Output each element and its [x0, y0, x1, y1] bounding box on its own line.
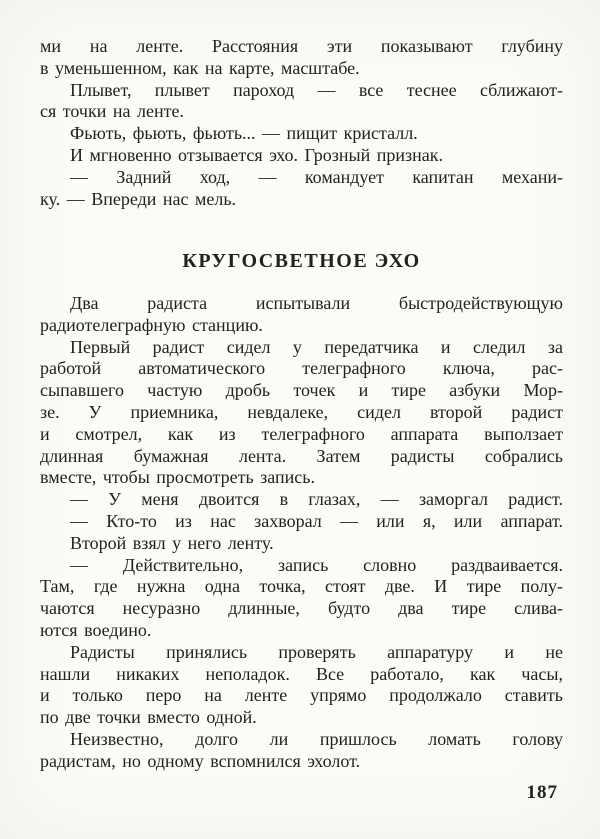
chapter-heading: КРУГОСВЕТНОЕ ЭХО [182, 250, 421, 272]
pre-heading-text-block [40, 36, 563, 210]
page-number: 187 [526, 782, 558, 803]
text-line: радиотелеграфную станцию. [40, 314, 263, 335]
text-line: Неизвестно, долго ли пришлось ломать голову [70, 728, 563, 749]
text-line: Первый радист сидел у передатчика и следил за [70, 336, 563, 357]
text-line: — Задний ход, — командует капитан механи- [70, 166, 563, 187]
text-line: — У меня двоится в глазах, — заморгал радист. [70, 489, 563, 510]
chapter-text-block [40, 293, 563, 773]
text-line: в уменьшенном, как на карте, масштабе. [40, 57, 360, 78]
text-line: Плывет, плывет пароход — все теснее сближают- [70, 79, 563, 100]
text-line: и только перо на ленте упрямо продолжало ставить [40, 685, 563, 706]
text-line: — Кто-то из нас захворал — или я, или аппарат. [70, 510, 563, 531]
text-line: вместе, чтобы просмотреть запись. [40, 467, 315, 488]
text-line: нашли никаких неполадок. Все работало, как часы, [40, 663, 563, 684]
text-line: и смотрел, как из телеграфного аппарата выползает [40, 423, 563, 444]
text-line: Радисты принялись проверять аппаратуру и не [70, 641, 563, 662]
text-line: длинная бумажная лента. Затем радисты собрались [40, 445, 563, 466]
text-line: по две точки вместо одной. [40, 707, 257, 728]
text-line: Фьють, фьють, фьють... — пищит кристалл. [70, 123, 418, 144]
text-line: И мгновенно отзывается эхо. Грозный признак. [70, 144, 444, 165]
text-line: ются воедино. [40, 619, 152, 640]
text-line: зе. У приемника, невдалеке, сидел второй радист [40, 401, 563, 422]
text-line: чаются несуразно длинные, будто два тире слива- [40, 598, 563, 619]
text-line: работой автоматического телеграфного ключа, рас- [40, 358, 563, 379]
text-line: ми на ленте. Расстояния эти показывают глубину [40, 36, 563, 56]
text-line: Два радиста испытывали быстродействующую [70, 293, 563, 313]
text-line: сыпавшего частую дробь точек и тире азбуки Мор- [40, 380, 563, 401]
text-line: ся точки на ленте. [40, 101, 184, 122]
text-line: — Действительно, запись словно раздваивается. [70, 554, 563, 575]
text-line: Там, где нужна одна точка, стоят две. И тире полу- [40, 576, 563, 597]
text-line: Второй взял у него ленту. [70, 532, 274, 553]
text-line: радистам, но одному вспомнился эхолот. [40, 750, 361, 771]
text-line: ку. — Впереди нас мель. [40, 188, 237, 209]
